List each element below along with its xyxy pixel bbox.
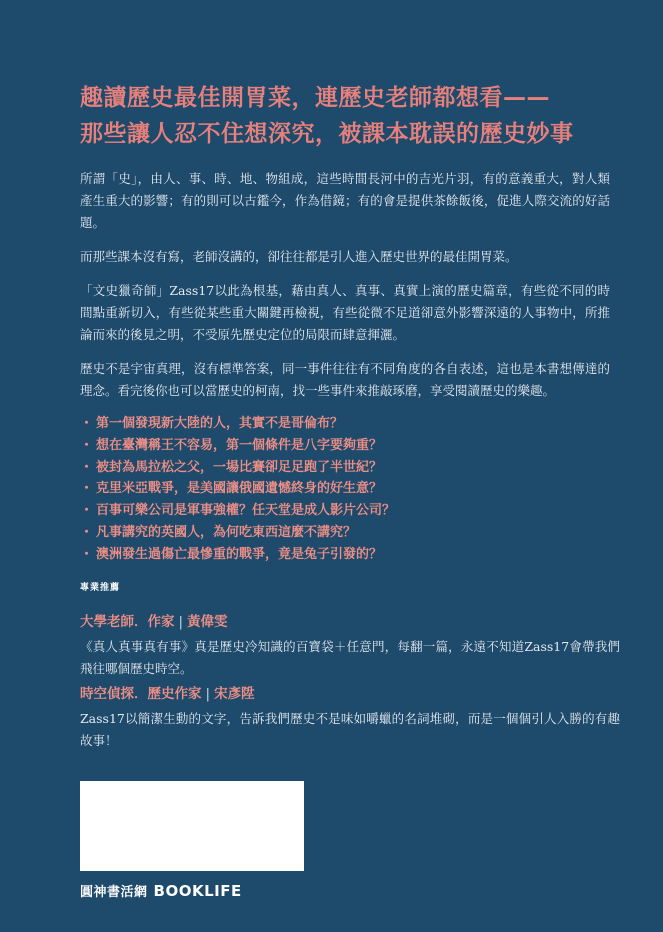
question-item	[80, 522, 620, 544]
publisher-english-name: BOOKLIFE	[153, 881, 242, 900]
recommender-1-title: 大學老師．作家	[80, 614, 175, 630]
question-text: 凡事講究的英國人，為何吃東西這麼不講究？	[96, 524, 357, 540]
bullet-icon: ・	[80, 481, 94, 497]
recommendation-heading: 專業推薦	[80, 583, 121, 593]
question-text: 第一個發現新大陸的人，其實不是哥倫布？	[96, 416, 344, 431]
question-item	[80, 478, 620, 500]
intro-paragraph-4: 歷史不是宇宙真理，沒有標準答案，同一事件往往有不同角度的各自表述，這也是本書想傳達的理念。看完後你也可以當歷史的柯南，找一些事件來推敲琢磨，享受閱讀歷史的樂趣。	[80, 361, 610, 398]
publisher-chinese-name: 圓神書活網	[80, 885, 148, 900]
intro-paragraph-2: 而那些課本沒有寫，老師沒講的，卻往往都是引人進入歷史世界的最佳開胃菜。	[80, 249, 518, 264]
recommendation-1	[80, 612, 620, 680]
question-text: 克里米亞戰爭，是美國讓俄國遺憾終身的好生意？	[96, 481, 383, 497]
question-text: 被封為馬拉松之父，一場比賽卻足足跑了半世紀？	[96, 459, 383, 475]
publisher-logo	[80, 880, 242, 900]
recommendation-2	[80, 684, 620, 752]
bullet-icon: ・	[80, 546, 94, 562]
recommender-2-quote: Zass17以簡潔生動的文字，告訴我們歷史不是味如嚼蠟的名詞堆砌，而是一個個引人入勝的有趣故事！	[80, 711, 620, 748]
recommender-1-name: 黃偉雯	[187, 614, 228, 630]
bullet-icon: ・	[80, 459, 94, 475]
recommender-2-name: 宋彥陞	[214, 686, 255, 702]
headline-line-2: 那些讓人忍不住想深究，被課本耽誤的歷史妙事	[80, 121, 574, 147]
intro-paragraph-3: 「文史獵奇師」Zass17以此為根基，藉由真人、真事、真實上演的歷史篇章，有些從不同的時間點重新切入，有些從某些重大關鍵再檢視，有些從微不足道卻意外影響深遠的人事物中，所推論而來的後見之明，不受原先歷史定位的局限而肆意揮灑。	[80, 283, 610, 342]
bullet-icon: ・	[80, 524, 94, 540]
recommender-2-title: 時空偵探．歷史作家	[80, 686, 202, 702]
question-text: 想在臺灣稱王不容易，第一個條件是八字要夠重？	[96, 437, 383, 453]
headline	[80, 80, 640, 152]
bullet-icon: ・	[80, 503, 94, 519]
question-text: 百事可樂公司是軍事強權？任天堂是成人影片公司？	[96, 503, 396, 519]
bullet-icon: ・	[80, 416, 94, 431]
recommender-1-quote: 《真人真事真有事》真是歷史冷知識的百寶袋＋任意門，每翻一篇，永遠不知道Zass17會帶我們飛往哪個歷史時空。	[80, 639, 620, 676]
recommender-2-byline	[80, 684, 620, 704]
question-item	[80, 544, 620, 566]
question-list	[80, 413, 620, 566]
intro-paragraph-1: 所謂「史」，由人、事、時、地、物組成，這些時間長河中的吉光片羽，有的意義重大，對人類產生重大的影響；有的則可以古鑑今，作為借鏡；有的會是提供茶餘飯後，促進人際交流的好話題。	[80, 171, 610, 230]
question-item	[80, 500, 620, 522]
question-text: 澳洲發生過傷亡最慘重的戰爭，竟是兔子引發的？	[96, 546, 383, 562]
question-item	[80, 413, 620, 435]
recommender-1-byline	[80, 612, 620, 632]
intro-section	[80, 168, 610, 414]
question-item	[80, 435, 620, 457]
bullet-icon: ・	[80, 437, 94, 453]
separator: |	[178, 614, 184, 630]
barcode-area	[80, 781, 304, 871]
question-item	[80, 457, 620, 479]
headline-line-1: 趣讀歷史最佳開胃菜，連歷史老師都想看——	[80, 85, 550, 111]
separator: |	[205, 686, 211, 702]
